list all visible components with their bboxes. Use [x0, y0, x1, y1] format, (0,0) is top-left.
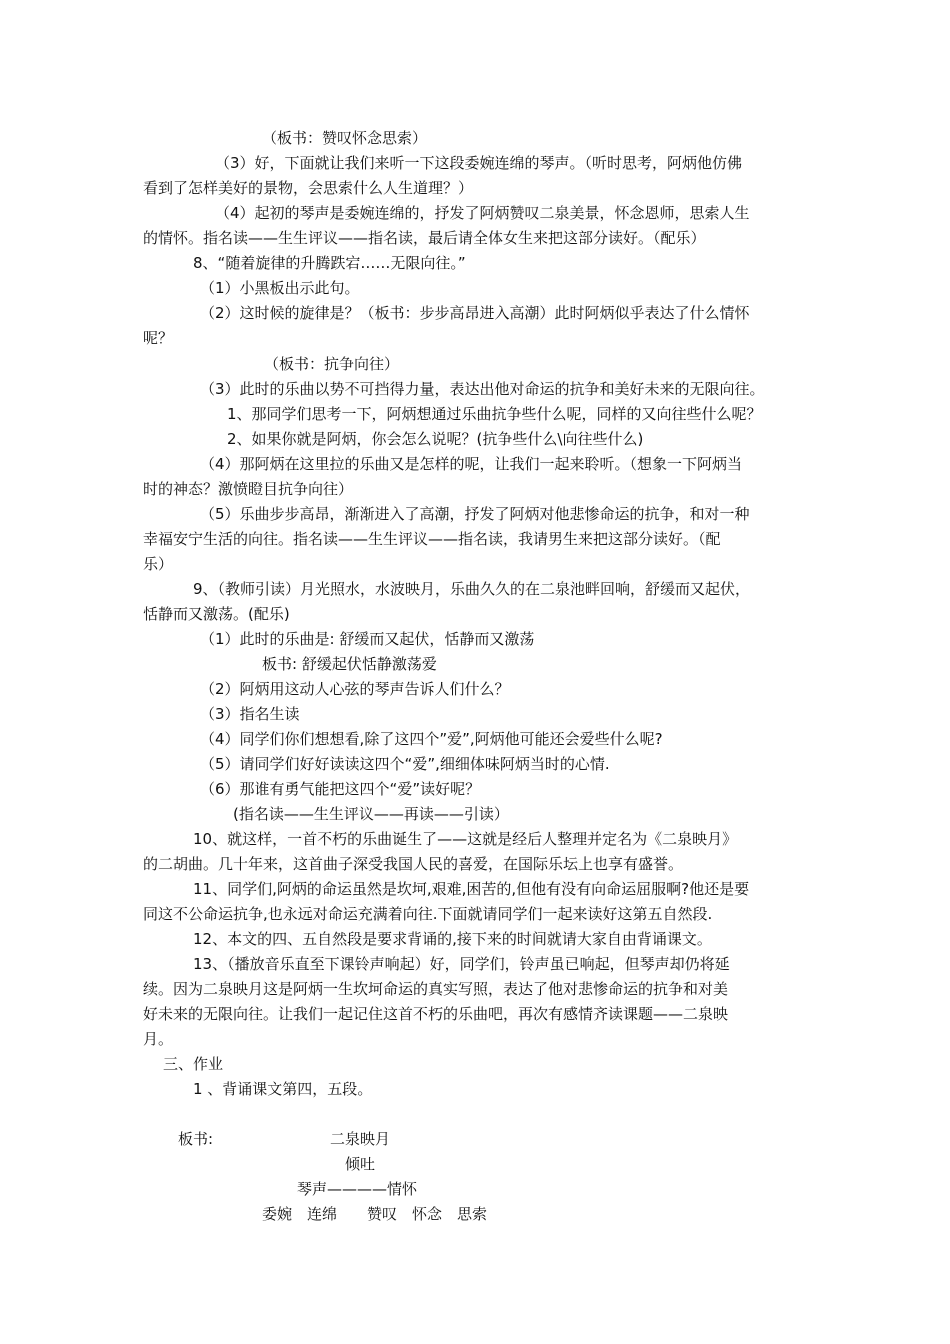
text-line: 1 、背诵课文第四，五段。 [193, 1080, 373, 1098]
text-line: （1）此时的乐曲是: 舒缓而又起伏，恬静而又激荡 [200, 630, 535, 648]
text-line: 乐） [143, 555, 174, 573]
text-line: 月。 [143, 1030, 174, 1048]
text-line: 的二胡曲。几十年来，这首曲子深受我国人民的喜爱，在国际乐坛上也享有盛誉。 [143, 855, 684, 873]
text-line: (指名读——生生评议——再读——引读） [233, 805, 509, 823]
text-line: （2）阿炳用这动人心弦的琴声告诉人们什么？ [200, 680, 510, 698]
board-line: 琴声————情怀 [297, 1180, 418, 1198]
text-line: 恬静而又激荡。(配乐) [143, 605, 290, 623]
text-line: 12、本文的四、五自然段是要求背诵的,接下来的时间就请大家自由背诵课文。 [193, 930, 712, 948]
section-heading: 三、作业 [163, 1055, 224, 1073]
text-line: （1）小黑板出示此句。 [200, 279, 360, 297]
text-line: 板书: 舒缓起伏恬静激荡爱 [262, 655, 437, 673]
text-line: 2、如果你就是阿炳，你会怎么说呢？(抗争些什么\向往些什么) [227, 430, 644, 448]
text-line: 8、“随着旋律的升腾跌宕……无限向往。” [193, 254, 466, 272]
text-line: 的情怀。指名读——生生评议——指名读，最后请全体女生来把这部分读好。（配乐） [143, 229, 706, 247]
text-line: 幸福安宁生活的向往。指名读——生生评议——指名读，我请男生来把这部分读好。（配 [143, 530, 721, 548]
text-line: （4）那阿炳在这里拉的乐曲又是怎样的呢，让我们一起来聆听。（想象一下阿炳当 [200, 455, 743, 473]
text-line: 呢？ [143, 329, 174, 347]
text-line: 9、（教师引读）月光照水，水波映月，乐曲久久的在二泉池畔回响，舒缓而又起伏， [193, 580, 751, 598]
text-line: （板书：抗争向往） [264, 355, 400, 373]
text-line: （2）这时候的旋律是？（板书：步步高昂进入高潮）此时阿炳似乎表达了什么情怀 [200, 304, 750, 322]
text-line: 续。因为二泉映月这是阿炳一生坎坷命运的真实写照，表达了他对悲惨命运的抗争和对美 [143, 980, 729, 998]
board-line: 二泉映月 [330, 1130, 391, 1148]
text-line: 好未来的无限向往。让我们一起记住这首不朽的乐曲吧，再次有感情齐读课题——二泉映 [143, 1005, 729, 1023]
text-line: （5）乐曲步步高昂，渐渐进入了高潮，抒发了阿炳对他悲惨命运的抗争，和对一种 [200, 505, 750, 523]
text-line: 看到了怎样美好的景物，会思索什么人生道理？） [143, 179, 474, 197]
text-line: 1、那同学们思考一下，阿炳想通过乐曲抗争些什么呢，同样的又向往些什么呢？ [227, 405, 762, 423]
board-line: 委婉 连绵 赞叹 怀念 思索 [262, 1205, 488, 1223]
board-line: 倾吐 [345, 1155, 376, 1173]
text-line: 11、同学们,阿炳的命运虽然是坎坷,艰难,困苦的,但他有没有向命运屈服啊?他还是要 [193, 880, 750, 898]
text-line: （3）好，下面就让我们来听一下这段委婉连绵的琴声。（听时思考，阿炳他仿佛 [215, 154, 743, 172]
text-line: 同这不公命运抗争,也永远对命运充满着向往.下面就请同学们一起来读好这第五自然段. [143, 905, 713, 923]
text-line: （3）此时的乐曲以势不可挡得力量，表达出他对命运的抗争和美好未来的无限向往。 [200, 380, 765, 398]
text-line: 13、（播放音乐直至下课铃声响起）好，同学们，铃声虽已响起，但琴声却仍将延 [193, 955, 730, 973]
text-line: （板书：赞叹怀念思索） [262, 129, 428, 147]
text-line: （6）那谁有勇气能把这四个“爱”读好呢？ [200, 780, 481, 798]
text-line: 10、就这样，一首不朽的乐曲诞生了——这就是经后人整理并定名为《二泉映月》 [193, 830, 738, 848]
board-label: 板书: [178, 1130, 214, 1148]
text-line: （4）起初的琴声是委婉连绵的，抒发了阿炳赞叹二泉美景，怀念恩师，思索人生 [215, 204, 750, 222]
text-line: （3）指名生读 [200, 705, 300, 723]
text-line: 时的神态？激愤瞪目抗争向往） [143, 480, 354, 498]
text-line: （5）请同学们好好读读这四个“爱”,细细体味阿炳当时的心情. [200, 755, 610, 773]
text-line: （4）同学们你们想想看,除了这四个”爱”,阿炳他可能还会爱些什么呢? [200, 730, 663, 748]
